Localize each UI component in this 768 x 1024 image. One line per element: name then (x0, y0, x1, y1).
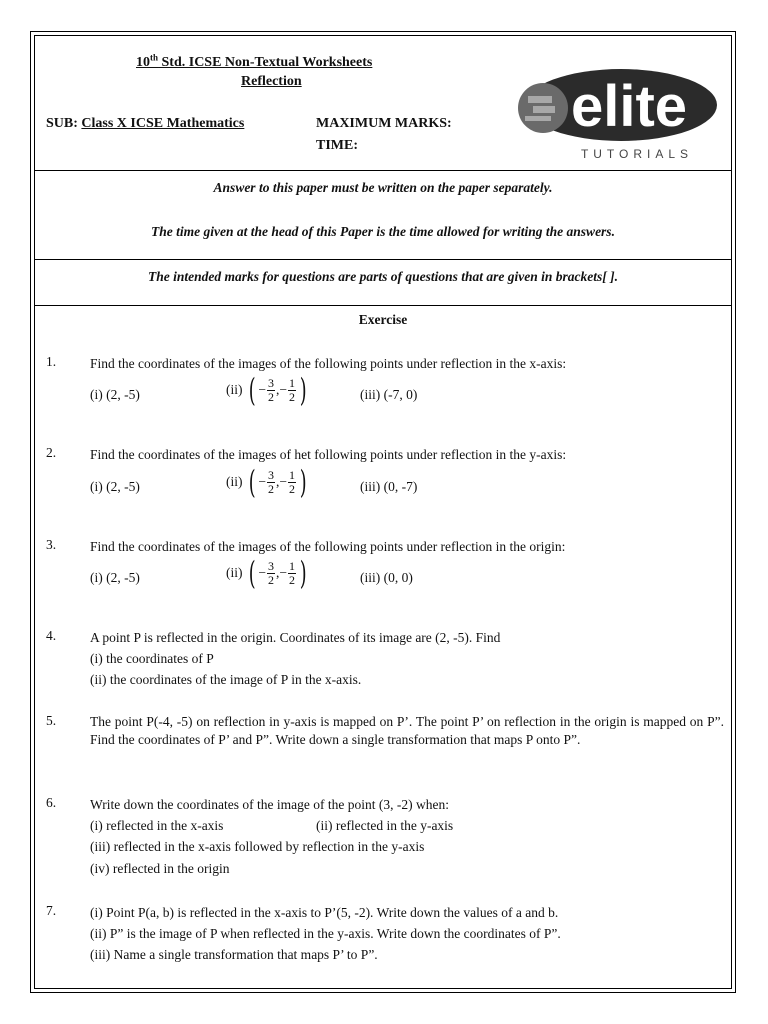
question-6-line-2b: (ii) reflected in the y-axis (316, 818, 454, 833)
svg-text:TUTORIALS: TUTORIALS (580, 147, 694, 161)
svg-text:TM: TM (703, 82, 712, 88)
question-1-text: Find the coordinates of the images of the following points under reflection in the x-axis: (90, 356, 567, 371)
question-7-line-1: (i) Point P(a, b) is reflected in the x-axis to P’(5, -2). Write down the values of a and b. (90, 905, 559, 920)
question-1-number: 1. (46, 354, 57, 369)
question-3-text: Find the coordinates of the images of the following points under reflection in the origin: (90, 539, 566, 554)
time-label: TIME: (316, 138, 358, 153)
question-7-line-2: (ii) P” is the image of P when reflected in the y-axis. Write down the coordinates of P”. (90, 926, 561, 941)
divider-instructions (34, 259, 732, 260)
question-4-number: 4. (46, 628, 57, 643)
subject-line: SUB: Class X ICSE Mathematics (46, 116, 245, 131)
question-3-option-2: (ii) ( − $\frac{3}{2}$ ,− $\frac{1}{2}$ ) (226, 554, 307, 592)
question-6-line-4: (iv) reflected in the origin (90, 861, 230, 876)
divider-brackets (34, 305, 732, 306)
exercise-title: Exercise (358, 312, 408, 327)
question-3-option-3: (iii) (0, 0) (360, 570, 413, 585)
question-6-line-3: (iii) reflected in the x-axis followed by reflection in the y-axis (90, 839, 425, 854)
question-2-option-1: (i) (2, -5) (90, 479, 140, 494)
question-7-line-3: (iii) Name a single transformation that maps P’ to P”. (90, 947, 378, 962)
question-6-line-2a: (i) reflected in the x-axis (90, 818, 224, 833)
question-6-number: 6. (46, 795, 57, 810)
question-5-number: 5. (46, 713, 57, 728)
question-4-line-2: (i) the coordinates of P (90, 651, 214, 666)
question-4-line-1: A point P is reflected in the origin. Coordinates of its image are (2, -5). Find (90, 630, 501, 645)
question-2-option-3: (iii) (0, -7) (360, 479, 418, 494)
question-3-option-1: (i) (2, -5) (90, 570, 140, 585)
question-5-text: The point P(-4, -5) on reflection in y-axis is mapped on P’. The point P’ on reflection in the origin is mapped on P”. Find the coordinates of P’ and P”. Write down a single transformation that maps P onto P”. (90, 714, 724, 747)
instruction-2: The time given at the head of this Paper is the time allowed for writing the answers. (151, 224, 615, 239)
max-marks-label: MAXIMUM MARKS: (316, 116, 452, 131)
question-1-option-1: (i) (2, -5) (90, 387, 140, 402)
question-7-number: 7. (46, 903, 57, 918)
instruction-3: The intended marks for questions are parts of questions that are given in brackets[ ]. (148, 269, 618, 284)
question-2-option-2: (ii) ( − $\frac{3}{2}$ ,− $\frac{1}{2}$ ) (226, 463, 307, 501)
worksheet-subtitle: Reflection (241, 74, 302, 89)
question-2-number: 2. (46, 445, 57, 460)
divider-header (34, 170, 732, 171)
worksheet-title: 10th Std. ICSE Non-Textual Worksheets (136, 52, 373, 70)
question-1-option-3: (iii) (-7, 0) (360, 387, 418, 402)
question-3-number: 3. (46, 537, 57, 552)
elite-tutorials-logo (513, 62, 723, 167)
instruction-1: Answer to this paper must be written on the paper separately. (213, 180, 553, 195)
question-1-option-2: (ii) ( − $\frac{3}{2}$ ,− $\frac{1}{2}$ ) (226, 371, 307, 409)
question-4-line-3: (ii) the coordinates of the image of P in the x-axis. (90, 672, 362, 687)
question-6-line-1: Write down the coordinates of the image of the point (3, -2) when: (90, 797, 449, 812)
question-2-text: Find the coordinates of the images of het following points under reflection in the y-axis: (90, 447, 567, 462)
svg-text:elite: elite (570, 74, 688, 139)
